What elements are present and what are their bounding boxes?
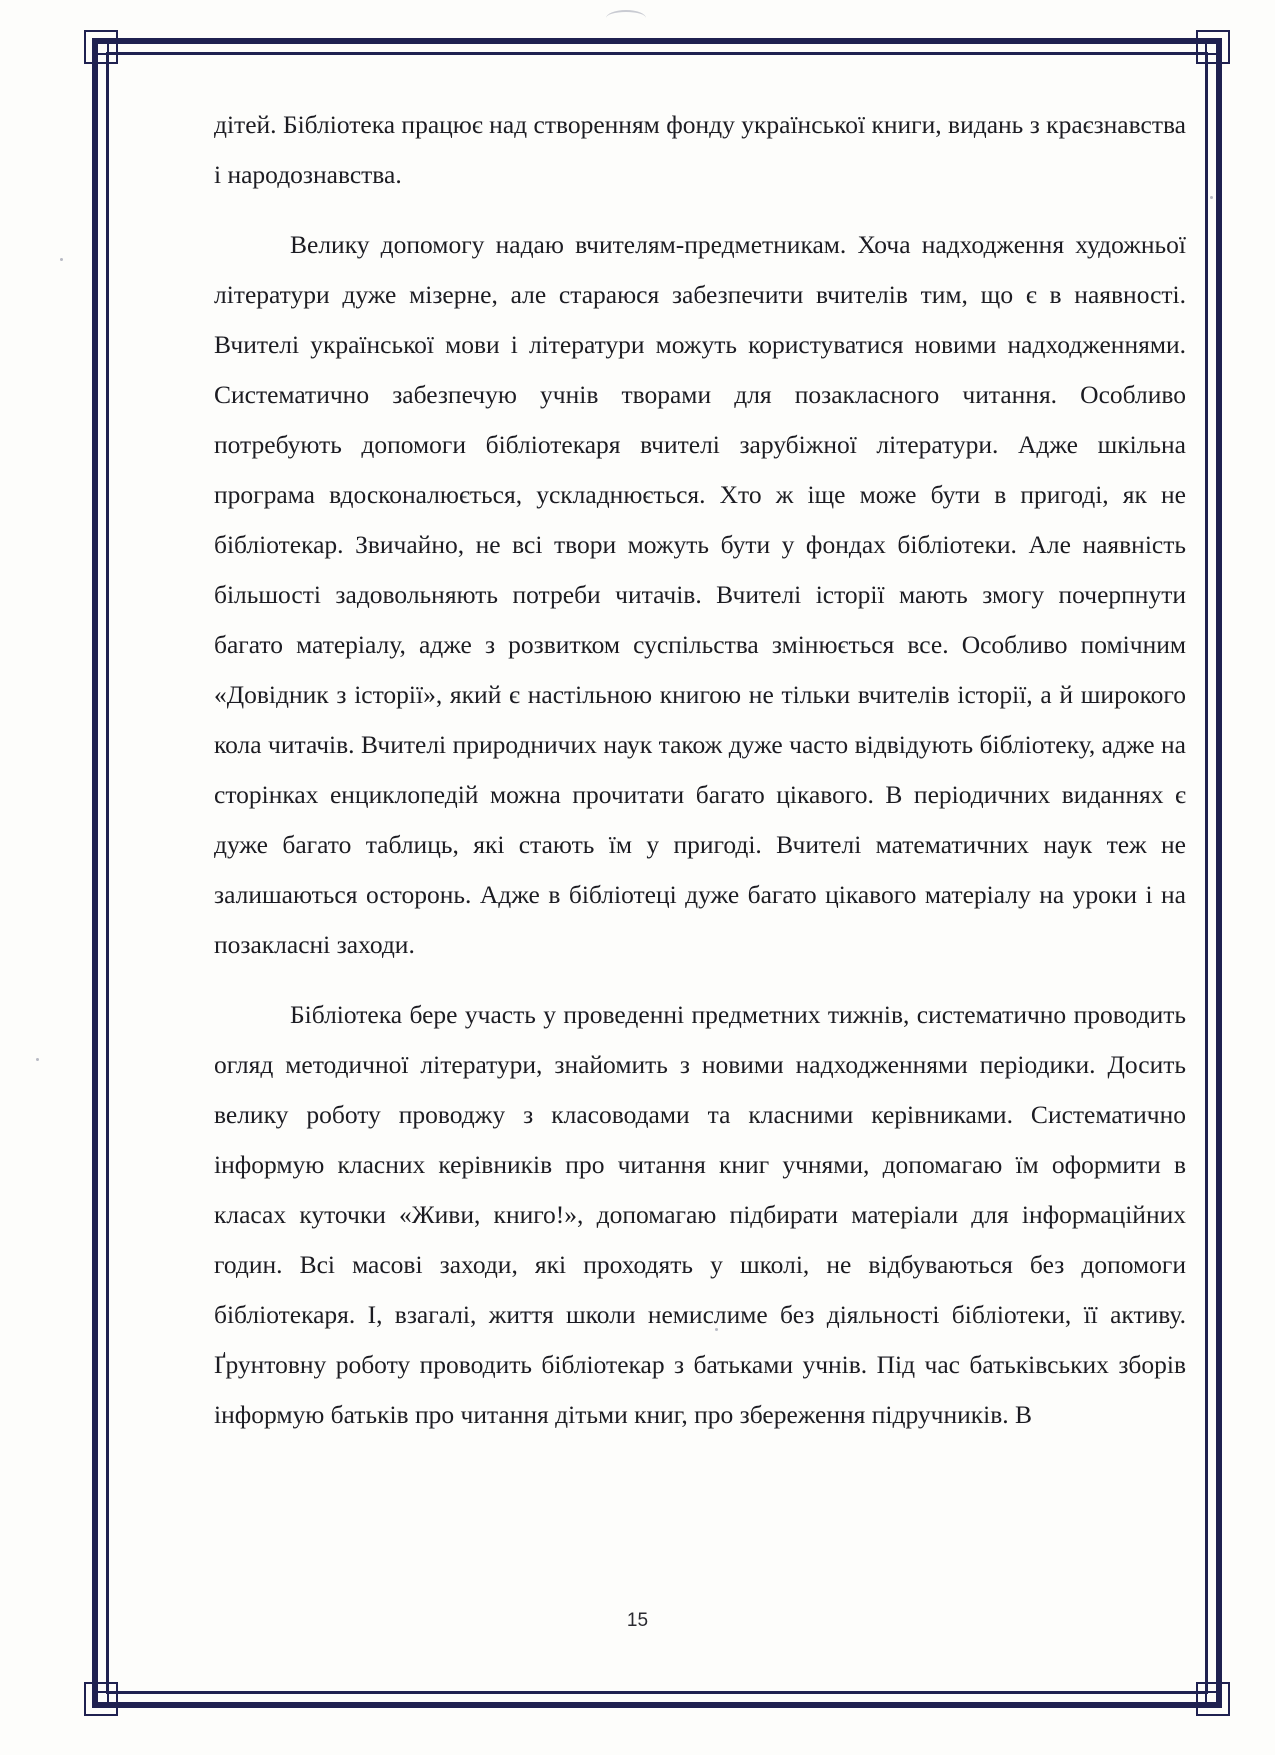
paragraph-continuation: дітей. Бібліотека працює над створенням фонду української книги, видань з краєзнавства і народознавства. [214, 110, 1186, 189]
paragraph-library-activities: Бібліотека бере участь у проведенні предметних тижнів, систематично проводить огляд методичної літератури, знайомить з новими надходженнями періодики. Досить велику роботу проводжу з класоводами та класними керівниками. Систематично інформую класних керівників про читання книг учнями, допомагаю їм оформити в класах куточки «Живи, книго!», допомагаю підбирати матеріали для інформаційних годин. Всі масові заходи, які проходять у школі, не відбуваються без допомоги бібліотекаря. І, взагалі, життя школи немислиме без діяльності бібліотеки, її активу. Ґрунтовну роботу проводить бібліотекар з батьками учнів. Під час батьківських зборів інформую батьків про читання дітьми книг, про збереження підручників. В [214, 1000, 1186, 1429]
document-body [214, 100, 1186, 1440]
border-corner-ornament [1196, 30, 1230, 64]
scan-speck [60, 258, 63, 261]
page-number: 15 [626, 1610, 649, 1631]
paragraph-teachers-help: Велику допомогу надаю вчителям-предметникам. Хоча надходження художньої літератури дуже мізерне, але стараюся забезпечити вчителів тим, що є в наявності. Вчителі української мови і літератури можуть користуватися новими надходженнями. Систематично забезпечую учнів творами для позакласного читання. Особливо потребують допомоги бібліотекаря вчителі зарубіжної літератури. Адже шкільна програма вдосконалюється, ускладнюється. Хто ж іще може бути в пригоді, як не бібліотекар. Звичайно, не всі твори можуть бути у фондах бібліотеки. Але наявність більшості задовольняють потреби читачів. Вчителі історії мають змогу почерпнути багато матеріалу, адже з розвитком суспільства змінюється все. Особливо помічним «Довідник з історії», який є настільною книгою не тільки вчителів історії, а й широкого кола читачів. Вчителі природничих наук також дуже часто відвідують бібліотеку, адже на сторінках енциклопедій можна прочитати багато цікавого. В періодичних виданнях є дуже багато таблиць, які стають їм у пригоді. Вчителі математичних наук теж не залишаються осторонь. Адже в бібліотеці дуже багато цікавого матеріалу на уроки і на позакласні заходи. [214, 230, 1186, 959]
border-corner-ornament [84, 30, 118, 64]
border-corner-ornament [84, 1682, 118, 1716]
scan-artifact [606, 10, 646, 26]
scan-speck [36, 1058, 39, 1061]
border-corner-ornament [1196, 1682, 1230, 1716]
